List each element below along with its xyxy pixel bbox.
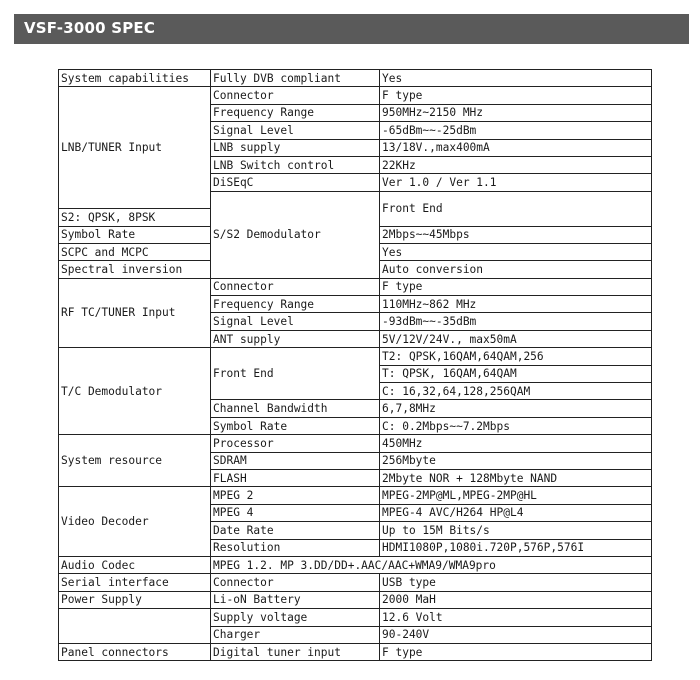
spec-label: DiSEqC xyxy=(211,174,380,191)
spec-label: Connector xyxy=(211,278,380,295)
spec-category: Audio Codec xyxy=(59,556,211,573)
spec-value: 450MHz xyxy=(380,435,652,452)
spec-label: MPEG 2 xyxy=(211,487,380,504)
spec-value: 22KHz xyxy=(380,156,652,173)
table-row xyxy=(59,278,652,295)
table-row xyxy=(59,87,652,104)
spec-value: S2: QPSK, 8PSK xyxy=(59,209,211,226)
spec-value: USB type xyxy=(380,574,652,591)
spec-category: T/C Demodulator xyxy=(59,348,211,435)
spec-value: T: QPSK, 16QAM,64QAM xyxy=(380,365,652,382)
spec-value: Auto conversion xyxy=(380,261,652,278)
spec-category xyxy=(59,609,211,644)
spec-category: LNB/TUNER Input xyxy=(59,87,211,209)
spec-value: 256Mbyte xyxy=(380,452,652,469)
table-row xyxy=(59,70,652,87)
table-row xyxy=(59,435,652,452)
spec-label: Signal Level xyxy=(211,313,380,330)
spec-value: 13/18V.,max400mA xyxy=(380,139,652,156)
spec-value: C: 0.2Mbps~~7.2Mbps xyxy=(380,417,652,434)
spec-category: Panel connectors xyxy=(59,643,211,660)
spec-label: Supply voltage xyxy=(211,609,380,626)
spec-label: LNB Switch control xyxy=(211,156,380,173)
spec-value: T2: QPSK,16QAM,64QAM,256 xyxy=(380,348,652,365)
spec-value: 2Mbps~~45Mbps xyxy=(380,226,652,243)
spec-category: System capabilities xyxy=(59,70,211,87)
spec-label: Connector xyxy=(211,574,380,591)
spec-value: F type xyxy=(380,278,652,295)
spec-category: RF TC/TUNER Input xyxy=(59,278,211,348)
table-row xyxy=(59,591,652,608)
spec-value: 6,7,8MHz xyxy=(380,400,652,417)
spec-label: Frequency Range xyxy=(211,296,380,313)
spec-label: FLASH xyxy=(211,469,380,486)
spec-value: F type xyxy=(380,87,652,104)
spec-label: Li-oN Battery xyxy=(211,591,380,608)
table-row xyxy=(59,609,652,626)
header-bar xyxy=(14,14,689,44)
spec-label: Signal Level xyxy=(211,122,380,139)
spec-value: Ver 1.0 / Ver 1.1 xyxy=(380,174,652,191)
spec-value: Yes xyxy=(380,243,652,260)
spec-label: Fully DVB compliant xyxy=(211,70,380,87)
spec-table xyxy=(58,69,652,661)
spec-value: MPEG-2MP@ML,MPEG-2MP@HL xyxy=(380,487,652,504)
spec-label: Frequency Range xyxy=(211,104,380,121)
spec-label: Processor xyxy=(211,435,380,452)
spec-value: HDMI1080P,1080i.720P,576P,576I xyxy=(380,539,652,556)
spec-value: Up to 15M Bits/s xyxy=(380,522,652,539)
spec-value: 12.6 Volt xyxy=(380,609,652,626)
spec-value: 2000 MaH xyxy=(380,591,652,608)
spec-value: F type xyxy=(380,643,652,660)
spec-category: Serial interface xyxy=(59,574,211,591)
spec-label: Spectral inversion xyxy=(59,261,211,278)
spec-label: Front End xyxy=(380,191,652,226)
spec-value: -65dBm~~-25dBm xyxy=(380,122,652,139)
spec-category: S/S2 Demodulator xyxy=(211,191,380,278)
spec-category: Video Decoder xyxy=(59,487,211,557)
spec-label: Channel Bandwidth xyxy=(211,400,380,417)
spec-category: Power Supply xyxy=(59,591,211,608)
spec-label: Front End xyxy=(211,348,380,400)
spec-label: ANT supply xyxy=(211,330,380,347)
spec-label: Symbol Rate xyxy=(211,417,380,434)
spec-value: 5V/12V/24V., max50mA xyxy=(380,330,652,347)
table-row xyxy=(59,348,652,365)
spec-category: System resource xyxy=(59,435,211,487)
spec-label: SCPC and MCPC xyxy=(59,243,211,260)
spec-value: C: 16,32,64,128,256QAM xyxy=(380,383,652,400)
table-row xyxy=(59,643,652,660)
table-row xyxy=(59,574,652,591)
spec-label: LNB supply xyxy=(211,139,380,156)
spec-label: Connector xyxy=(211,87,380,104)
spec-merged-value: MPEG 1.2. MP 3.DD/DD+.AAC/AAC+WMA9/WMA9pro xyxy=(211,556,652,573)
spec-label: Resolution xyxy=(211,539,380,556)
spec-label: MPEG 4 xyxy=(211,504,380,521)
spec-table-body xyxy=(59,70,652,661)
spec-value: MPEG-4 AVC/H264 HP@L4 xyxy=(380,504,652,521)
spec-value: 90-240V xyxy=(380,626,652,643)
spec-label: Date Rate xyxy=(211,522,380,539)
page-title: VSF-3000 SPEC xyxy=(24,19,156,37)
spec-value: 950MHz~2150 MHz xyxy=(380,104,652,121)
spec-value: 2Mbyte NOR + 128Mbyte NAND xyxy=(380,469,652,486)
spec-label: SDRAM xyxy=(211,452,380,469)
spec-label: Symbol Rate xyxy=(59,226,211,243)
spec-label: Charger xyxy=(211,626,380,643)
spec-label: Digital tuner input xyxy=(211,643,380,660)
spec-value: -93dBm~~-35dBm xyxy=(380,313,652,330)
spec-value: 110MHz~862 MHz xyxy=(380,296,652,313)
table-row xyxy=(59,556,652,573)
spec-value: Yes xyxy=(380,70,652,87)
table-row xyxy=(59,487,652,504)
